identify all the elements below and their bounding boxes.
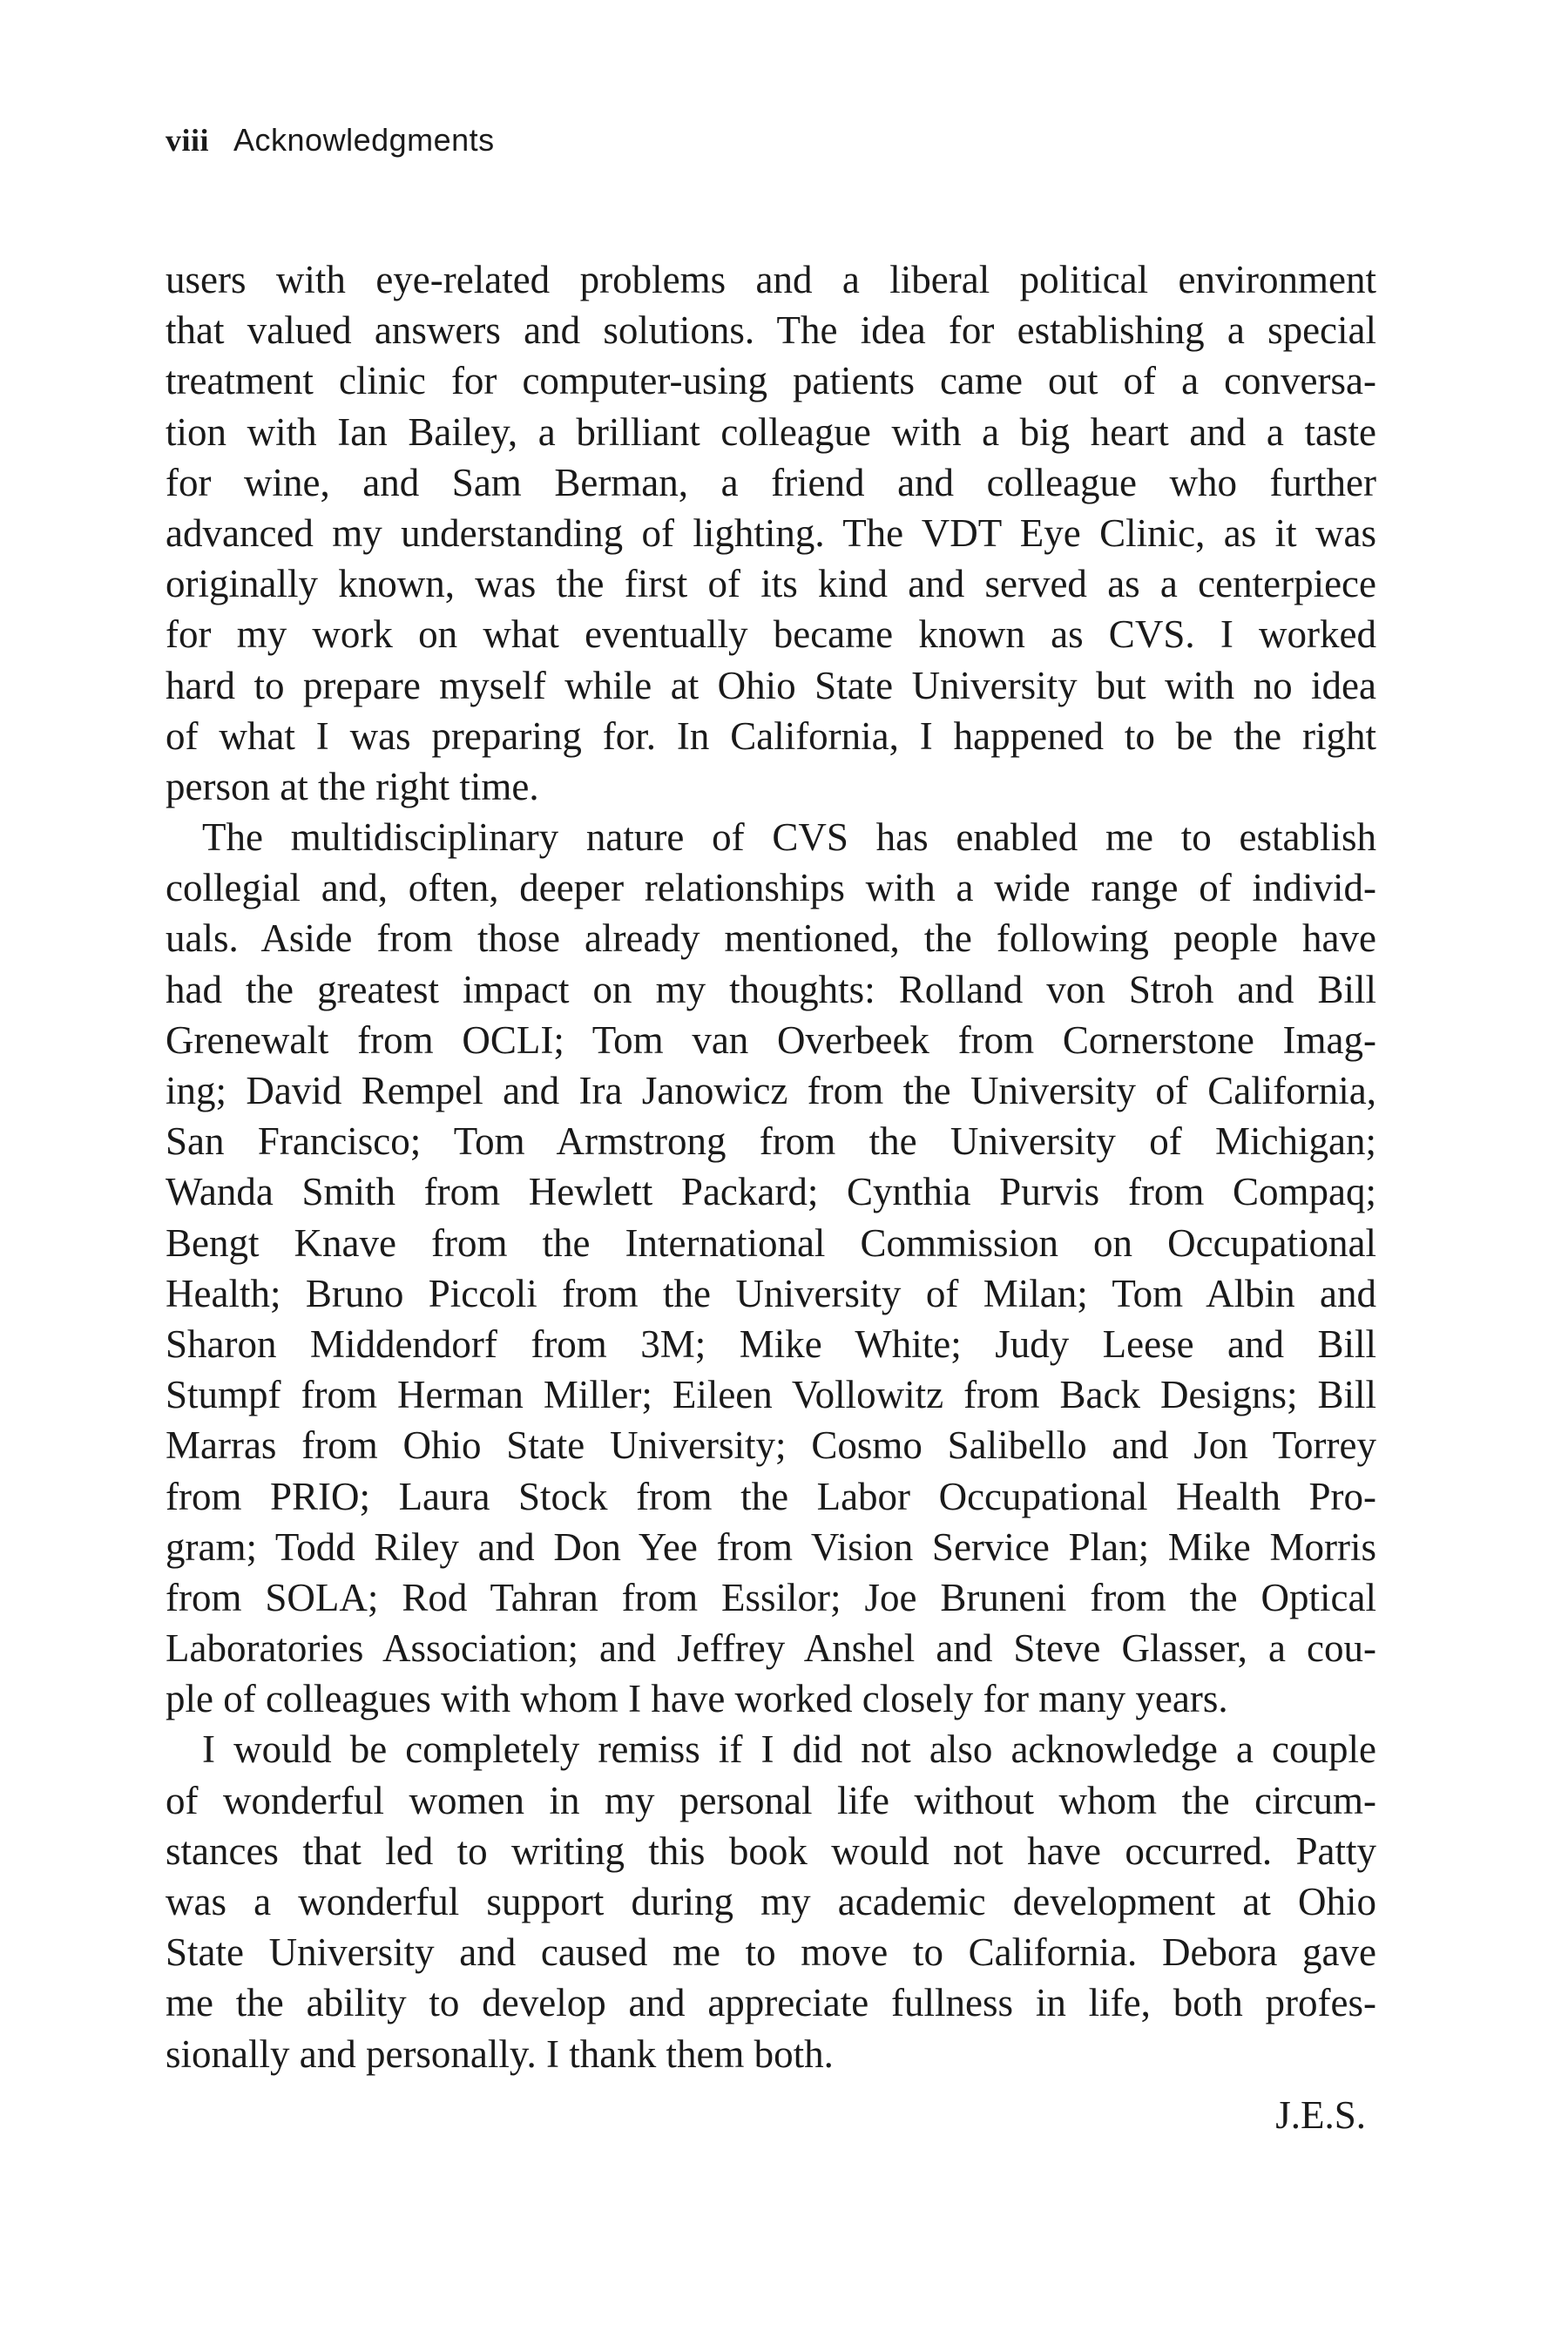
text-line: me the ability to develop and appreciate fullness in life, both profes- (166, 1981, 1376, 2025)
text-line: advanced my understanding of lighting. The VDT Eye Clinic, as it was (166, 510, 1376, 555)
text-line: of what I was preparing for. In California, I happened to be the right (166, 713, 1376, 758)
text-line: Sharon Middendorf from 3M; Mike White; Judy Leese and Bill (166, 1321, 1376, 1366)
text-line: originally known, was the first of its kind and served as a centerpiece (166, 562, 1376, 606)
text-line: San Francisco; Tom Armstrong from the University of Michigan; (166, 1119, 1376, 1164)
text-line: from SOLA; Rod Tahran from Essilor; Joe Bruneni from the Optical (166, 1575, 1376, 1619)
text-line: hard to prepare myself while at Ohio State University but with no idea (166, 663, 1376, 707)
text-line: stances that led to writing this book would not have occurred. Patty (166, 1828, 1376, 1873)
text-line: for my work on what eventually became known as CVS. I worked (166, 612, 1376, 657)
text-line: Wanda Smith from Hewlett Packard; Cynthia Purvis from Compaq; (166, 1170, 1376, 1214)
text-line: person at the right time. (166, 764, 539, 808)
text-line: Health; Bruno Piccoli from the University of Milan; Tom Albin and (166, 1271, 1376, 1315)
author-initials: J.E.S. (1275, 2092, 1366, 2137)
acknowledgments-body (166, 254, 1376, 2140)
text-line: Bengt Knave from the International Commission on Occupational (166, 1220, 1376, 1265)
text-line: treatment clinic for computer-using patients came out of a conversa- (166, 359, 1376, 403)
text-line: gram; Todd Riley and Don Yee from Vision Service Plan; Mike Morris (166, 1524, 1376, 1569)
text-line: Stumpf from Herman Miller; Eileen Vollowitz from Back Designs; Bill (166, 1373, 1376, 1417)
text-line: had the greatest impact on my thoughts: Rolland von Stroh and Bill (166, 967, 1376, 1011)
text-line: tion with Ian Bailey, a brilliant colleague with a big heart and a taste (166, 409, 1376, 454)
text-line: Grenewalt from OCLI; Tom van Overbeek from Cornerstone Imag- (166, 1017, 1376, 1062)
running-head-title: Acknowledgments (233, 122, 495, 158)
text-line: from PRIO; Laura Stock from the Labor Occupational Health Pro- (166, 1474, 1376, 1518)
text-line: users with eye-related problems and a liberal political environment (166, 258, 1376, 301)
paragraph-1 (166, 254, 1376, 812)
text-line: The multidisciplinary nature of CVS has enabled me to establish (202, 815, 1376, 860)
text-line: collegial and, often, deeper relationships with a wide range of individ- (166, 866, 1376, 910)
paragraph-3 (166, 1724, 1376, 2078)
text-line: ing; David Rempel and Ira Janowicz from the University of California, (166, 1069, 1376, 1112)
text-line: State University and caused me to move to California. Debora gave (166, 1930, 1376, 1975)
text-line: of wonderful women in my personal life without whom the circum- (166, 1778, 1376, 1822)
paragraph-2 (166, 812, 1376, 1724)
running-head (166, 122, 495, 159)
text-line: for wine, and Sam Berman, a friend and colleague who further (166, 460, 1376, 504)
text-line: uals. Aside from those already mentioned, the following people have (166, 916, 1376, 961)
text-line: was a wonderful support during my academic development at Ohio (166, 1880, 1376, 1923)
page-number: viii (166, 123, 210, 158)
text-line: sionally and personally. I thank them both. (166, 2031, 834, 2076)
text-line: Marras from Ohio State University; Cosmo Salibello and Jon Torrey (166, 1423, 1376, 1468)
text-line: ple of colleagues with whom I have worked closely for many years. (166, 1677, 1228, 1721)
text-line: I would be completely remiss if I did not also acknowledge a couple (202, 1727, 1376, 1772)
text-line: Laboratories Association; and Jeffrey Anshel and Steve Glasser, a cou- (166, 1626, 1376, 1671)
text-line: that valued answers and solutions. The idea for establishing a special (166, 308, 1376, 353)
